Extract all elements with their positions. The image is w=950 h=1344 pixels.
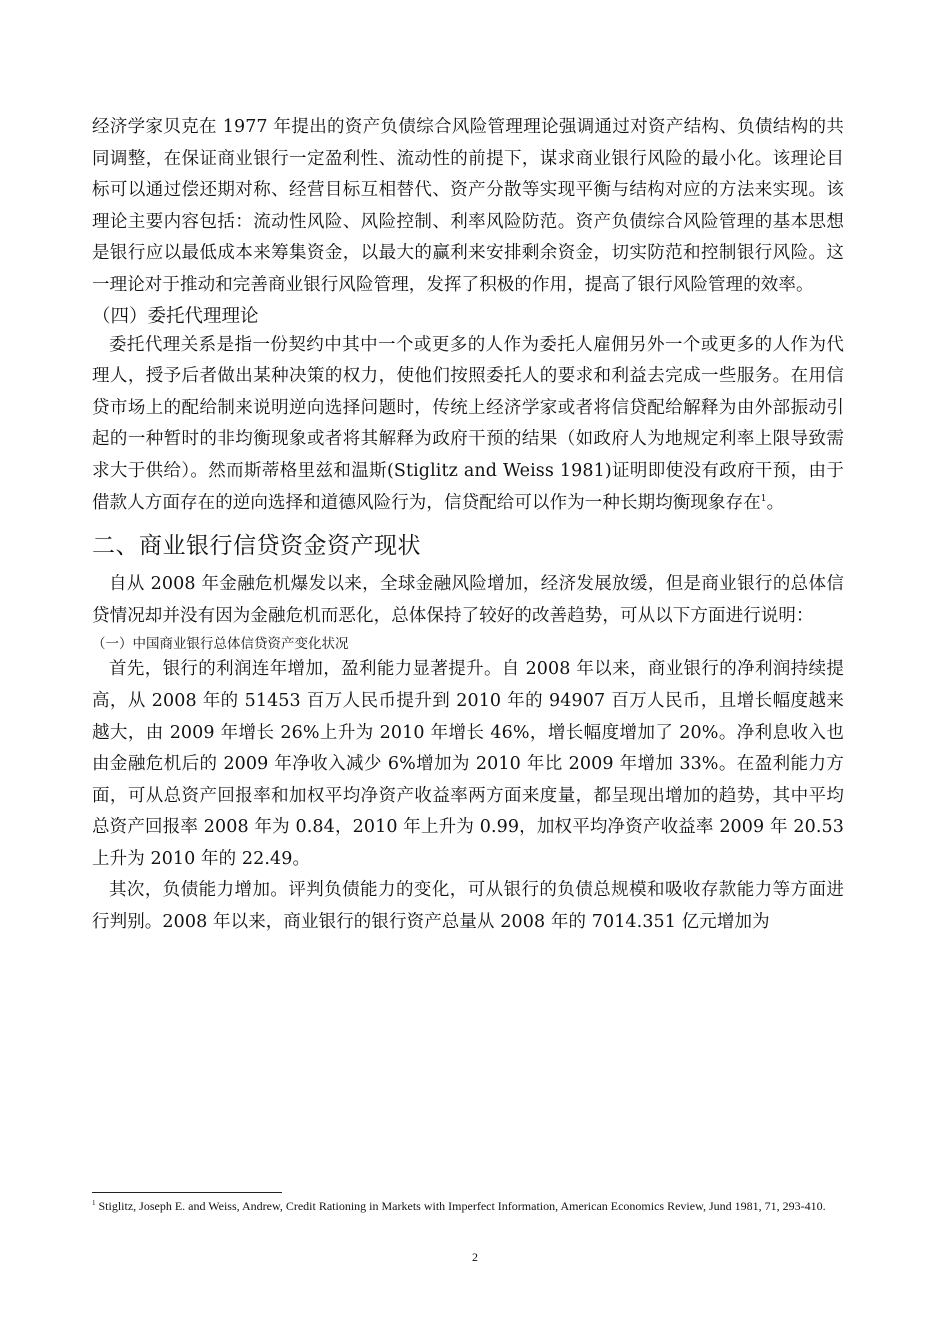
paragraph-asset-liability-theory: 经济学家贝克在 1977 年提出的资产负债综合风险管理理论强调通过对资产结构、负债结构的共同调整，在保证商业银行一定盈利性、流动性的前提下，谋求商业银行风险的最小化。该理论目标可以通过偿还期对称、经营目标互相替代、资产分散等实现平衡与结构对应的方法来实现。该理论主要内容包括：流动性风险、风险控制、利率风险防范。资产负债综合风险管理的基本思想是银行应以最低成本来筹集资金，以最大的赢利来安排剩余资金，切实防范和控制银行风险。这一理论对于推动和完善商业银行风险管理，发挥了积极的作用，提高了银行风险管理的效率。 [92,117,844,295]
paragraph-profitability: 首先，银行的利润连年增加，盈利能力显著提升。自 2008 年以来，商业银行的净利润持续提高，从 2008 年的 51453 百万人民币提升到 2010 年的 94907 百万人民币，且增长幅度越来越大，由 2009 年增长 26%上升为 2010 年增长 46%，增长幅度增加了 20%。净利息收入也由金融危机后的 2009 年净收入减少 6%增加为 2010 年比 2009 年增加 33%。在盈利能力方面，可从总资产回报率和加权平均净资产收益率两方面来度量，都呈现出增加的趋势，其中平均总资产回报率 2008 年为 0.84，2010 年上升为 0.99，加权平均净资产收益率 2009 年 20.53 上升为 2010 年的 22.49。 [92,659,844,869]
subsection-heading-credit-assets: （一）中国商业银行总体信贷资产变化状况 [92,636,349,653]
page-number: 2 [472,1250,478,1264]
paragraph-principal-agent-end: 。 [766,492,785,513]
section-heading-principal-agent: （四）委托代理理论 [92,305,259,327]
footnote-text: Stiglitz, Joseph E. and Weiss, Andrew, Credit Rationing in Markets with Imperfect Information, American Economics Review, Jund 1981, 71, 293-410. [95,1199,826,1213]
footnote-reference[interactable]: 1 [760,493,767,504]
paragraph-liability-capacity: 其次，负债能力增加。评判负债能力的变化，可从银行的负债总规模和吸收存款能力等方面进行判别。2008 年以来，商业银行的银行资产总量从 2008 年的 7014.351 亿元增加为 [92,880,844,933]
chapter-heading-credit-status: 二、商业银行信贷资金资产现状 [92,533,421,560]
body-text [92,112,844,939]
footnote-separator [92,1192,282,1193]
paragraph-principal-agent-text: 委托代理关系是指一份契约中其中一个或更多的人作为委托人雇佣另外一个或更多的人作为代理人，授予后者做出某种决策的权力，使他们按照委托人的要求和利益去完成一些服务。在用信贷市场上的配给制来说明逆向选择问题时，传统上经济学家或者将信贷配给解释为由外部振动引起的一种暂时的非均衡现象或者将其解释为政府干预的结果（如政府人为地规定利率上限导致需求大于供给）。然而斯蒂格里兹和温斯(Stiglitz and Weiss 1981)证明即使没有政府干预，由于借款人方面存在的逆向选择和道德风险行为，信贷配给可以作为一种长期均衡现象存在 [92,334,844,513]
paragraph-principal-agent [92,330,844,520]
paragraph-financial-crisis: 自从 2008 年金融危机爆发以来，全球金融风险增加，经济发展放缓，但是商业银行的总体信贷情况却并没有因为金融危机而恶化，总体保持了较好的改善趋势，可从以下方面进行说明： [92,574,844,626]
footnote-marker: 1 [92,1199,96,1207]
footnote [92,1199,844,1213]
